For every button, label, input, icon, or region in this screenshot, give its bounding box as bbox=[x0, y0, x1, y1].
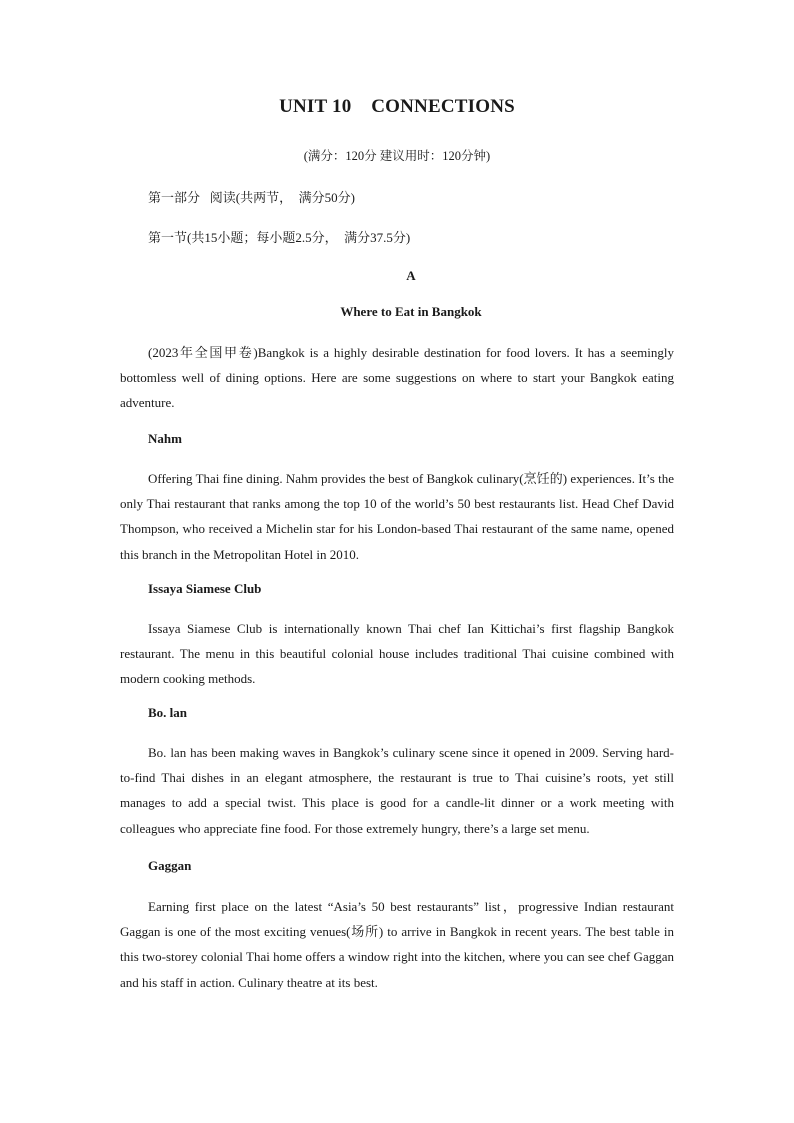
restaurant-heading-issaya: Issaya Siamese Club bbox=[148, 581, 262, 596]
intro-paragraph: (2023年全国甲卷)Bangkok is a highly desirable destination for food lovers. It has a seemingly bottomless well of dining options. Here are some suggestions on where to start your Bangkok eating adventure. bbox=[120, 345, 674, 411]
restaurant-heading-bolan: Bo. lan bbox=[148, 705, 188, 720]
restaurant-paragraph-gaggan: Earning first place on the latest “Asia’s 50 best restaurants” list，progressive Indian restaurant Gaggan is one of the most exciting venues(场所) to arrive in Bangkok in recent years. The best table in this two-storey colonial Thai home offers a window right into the kitchen, where you can see chef Gaggan and his staff in action. Culinary theatre at its best. bbox=[120, 899, 674, 990]
restaurant-paragraph-bolan: Bo. lan has been making waves in Bangkok’s culinary scene since it opened in 2009. Serving hard-to-find Thai dishes in an elegant atmosphere, the restaurant is true to Thai cuisine’s roots, yet still manages to add a special twist. This place is good for a candle-lit dinner or a work meeting with colleagues who appreciate fine food. For those extremely hungry, there’s a large set menu. bbox=[120, 745, 674, 836]
passage-title: Where to Eat in Bangkok bbox=[340, 304, 482, 319]
restaurant-heading-nahm: Nahm bbox=[148, 431, 182, 446]
passage-letter: A bbox=[406, 268, 416, 283]
restaurant-paragraph-nahm: Offering Thai fine dining. Nahm provides the best of Bangkok culinary(烹饪的) experiences. It’s the only Thai restaurant that ranks among the top 10 of the world’s 50 best restaurants list. Head Chef David Thompson, who received a Michelin star for his London-based Thai restaurant of the same name, opened this branch in the Metropolitan Hotel in 2010. bbox=[120, 471, 674, 562]
subsection-heading: 第一节(共15小题；每小题2.5分， 满分37.5分) bbox=[148, 230, 411, 245]
restaurant-heading-gaggan: Gaggan bbox=[148, 858, 192, 873]
score-info: (满分：120分 建议用时：120分钟) bbox=[303, 149, 491, 163]
part-heading: 第一部分 阅读(共两节， 满分50分) bbox=[148, 190, 355, 205]
unit-title: UNIT 10 CONNECTIONS bbox=[279, 96, 515, 117]
restaurant-paragraph-issaya: Issaya Siamese Club is internationally known Thai chef Ian Kittichai’s first flagship Bangkok restaurant. The menu in this beautiful colonial house includes traditional Thai cuisine combined with modern cooking methods. bbox=[120, 621, 674, 687]
